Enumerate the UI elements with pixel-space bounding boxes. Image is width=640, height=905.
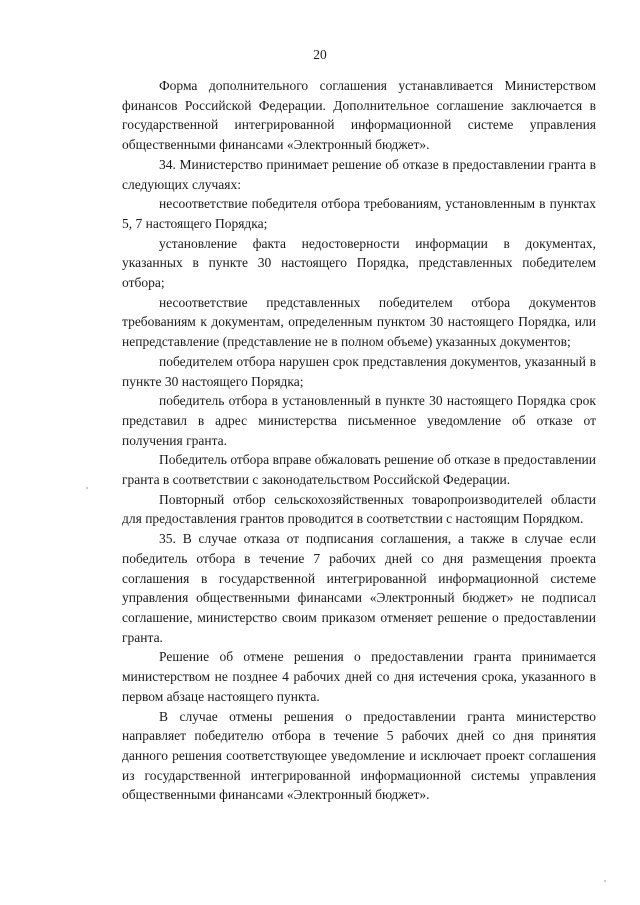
paragraph-refusal-reason-1: несоответствие победителя отбора требованиям, установленным в пунктах 5, 7 настоящего Порядка; <box>122 196 596 231</box>
scan-speck <box>86 487 88 489</box>
paragraph-refusal-reason-5: победитель отбора в установленный в пункте 30 настоящего Порядка срок представил в адрес министерства письменное уведомление об отказе от получения гранта. <box>122 393 596 448</box>
paragraph-cancellation-deadline: Решение об отмене решения о предоставлении гранта принимается министерством не позднее 4 рабочих дней со дня истечения срока, указанного в первом абзаце настоящего пункта. <box>122 649 596 704</box>
paragraph-appeal-right: Победитель отбора вправе обжаловать решение об отказе в предоставлении гранта в соответствии с законодательством Российской Федерации. <box>122 452 596 488</box>
paragraph-item-34-intro: 34. Министерство принимает решение об отказе в предоставлении гранта в следующих случаях: <box>122 156 596 192</box>
paragraph-refusal-reason-2: установление факта недостоверности информации в документах, указанных в пункте 30 настоящего Порядка, представленных победителем отбора; <box>122 235 596 291</box>
paragraph-refusal-reason-4: победителем отбора нарушен срок представления документов, указанный в пункте 30 настоящего Порядка; <box>122 353 596 389</box>
paragraph-refusal-reason-3: несоответствие представленных победителем отбора документов требованиям к документам, определенным пунктом 30 настоящего Порядка, или непредставление (представление не в полном объеме) указанных документов; <box>122 294 596 350</box>
scan-speck <box>604 880 606 882</box>
document-body <box>122 76 596 805</box>
paragraph-agreement-form: Форма дополнительного соглашения устанавливается Министерством финансов Российской Федерации. Дополнительное соглашение заключается в государственной интегрированной информационной системе управления общественными финансами «Электронный бюджет». <box>122 78 596 153</box>
paragraph-cancellation-notice: В случае отмены решения о предоставлении гранта министерство направляет победителю отбора в течение 5 рабочих дней со дня принятия данного решения соответствующее уведомление и исключает проект соглашения из государственной интегрированной информационной системы управления общественными финансами «Электронный бюджет». <box>122 708 596 803</box>
paragraph-repeat-selection: Повторный отбор сельскохозяйственных товаропроизводителей области для предоставления грантов проводится в соответствии с настоящим Порядком. <box>122 491 596 527</box>
paragraph-item-35: 35. В случае отказа от подписания соглашения, а также в случае если победитель отбора в течение 7 рабочих дней со дня размещения проекта соглашения в государственной интегрированной информационной системе управления общественными финансами «Электронный бюджет» не подписал соглашение, министерство своим приказом отменяет решение о предоставлении гранта. <box>122 531 596 645</box>
page-number: 20 <box>313 47 327 62</box>
